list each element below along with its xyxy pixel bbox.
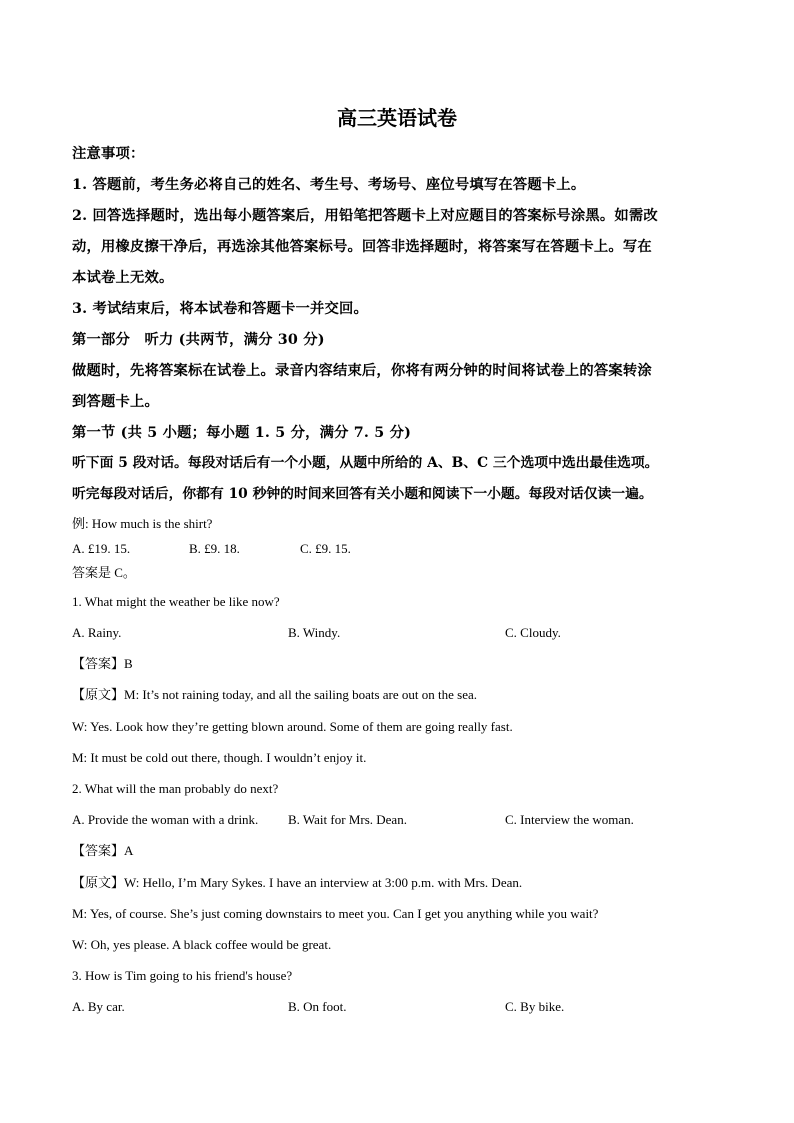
answer-value: B (124, 656, 133, 671)
notice-item-2-line-3: 本试卷上无效。 (72, 270, 174, 286)
answer-tag: 【答案】 (72, 844, 125, 859)
question-1-option-a: A. Rainy. (72, 625, 122, 640)
page-title: 高三英语试卷 (337, 106, 457, 130)
example-option-c: C. £9. 15. (300, 541, 351, 556)
question-2-option-b: B. Wait for Mrs. Dean. (288, 812, 407, 827)
part1-instruction-line-1: 做题时，先将答案标在试卷上。录音内容结束后，你将有两分钟的时间将试卷上的答案转涂 (72, 363, 652, 379)
question-3-option-b: B. On foot. (288, 999, 347, 1014)
notice-item-2-line-2: 动，用橡皮擦干净后，再选涂其他答案标号。回答非选择题时，将答案写在答题卡上。写在 (72, 239, 652, 255)
notice-item-3: 3. 考试结束后，将本试卷和答题卡一并交回。 (72, 301, 368, 317)
answer-tag: 【答案】 (72, 657, 125, 672)
section1-heading: 第一节 (共 5 小题；每小题 1. 5 分，满分 7. 5 分) (72, 425, 412, 441)
notice-heading: 注意事项： (72, 146, 145, 162)
answer-value: A (124, 843, 134, 858)
question-2-stem: 2. What will the man probably do next? (72, 781, 279, 796)
section1-instruction-line-1: 听下面 5 段对话。每段对话后有一个小题，从题中所给的 A、B、C 三个选项中选出最佳选项。 (72, 455, 659, 471)
script-tag: 【原文】 (72, 688, 125, 703)
script-tag: 【原文】 (72, 876, 125, 891)
question-2-option-c: C. Interview the woman. (505, 812, 634, 827)
question-1-option-c: C. Cloudy. (505, 625, 561, 640)
question-2-script-line-2: M: Yes, of course. She’s just coming downstairs to meet you. Can I get you anything while you wait? (72, 906, 599, 921)
question-2-answer-line (72, 844, 133, 858)
question-1-stem: 1. What might the weather be like now? (72, 594, 280, 609)
question-2-script-line-3: W: Oh, yes please. A black coffee would be great. (72, 937, 332, 952)
question-1-script-line-1 (72, 688, 477, 702)
question-1-script-line-3: M: It must be cold out there, though. I wouldn’t enjoy it. (72, 750, 367, 765)
notice-item-2-line-1: 2. 回答选择题时，选出每小题答案后，用铅笔把答题卡上对应题目的答案标号涂黑。如需改 (72, 208, 658, 224)
question-2-script-line-1 (72, 876, 522, 890)
part1-heading: 第一部分 听力 (共两节，满分 30 分) (72, 332, 325, 348)
question-1-answer-line (72, 657, 133, 671)
script-text: W: Hello, I’m Mary Sykes. I have an interview at 3:00 p.m. with Mrs. Dean. (124, 875, 523, 890)
question-1-script-line-2: W: Yes. Look how they’re getting blown around. Some of them are going really fast. (72, 719, 513, 734)
notice-item-1: 1. 答题前，考生务必将自己的姓名、考生号、考场号、座位号填写在答题卡上。 (72, 177, 586, 193)
question-3-option-a: A. By car. (72, 999, 125, 1014)
example-option-b: B. £9. 18. (189, 541, 240, 556)
script-text: M: It’s not raining today, and all the sailing boats are out on the sea. (124, 687, 477, 702)
example-question: 例: How much is the shirt? (72, 516, 213, 531)
question-1-option-b: B. Windy. (288, 625, 341, 640)
question-3-option-c: C. By bike. (505, 999, 565, 1014)
section1-instruction-line-2: 听完每段对话后，你都有 10 秒钟的时间来回答有关小题和阅读下一小题。每段对话仅读一遍。 (72, 486, 653, 502)
part1-instruction-line-2: 到答题卡上。 (72, 394, 159, 410)
question-3-stem: 3. How is Tim going to his friend's house? (72, 968, 293, 983)
question-2-option-a: A. Provide the woman with a drink. (72, 812, 259, 827)
example-answer: 答案是 C。 (72, 565, 136, 580)
example-option-a: A. £19. 15. (72, 541, 131, 556)
